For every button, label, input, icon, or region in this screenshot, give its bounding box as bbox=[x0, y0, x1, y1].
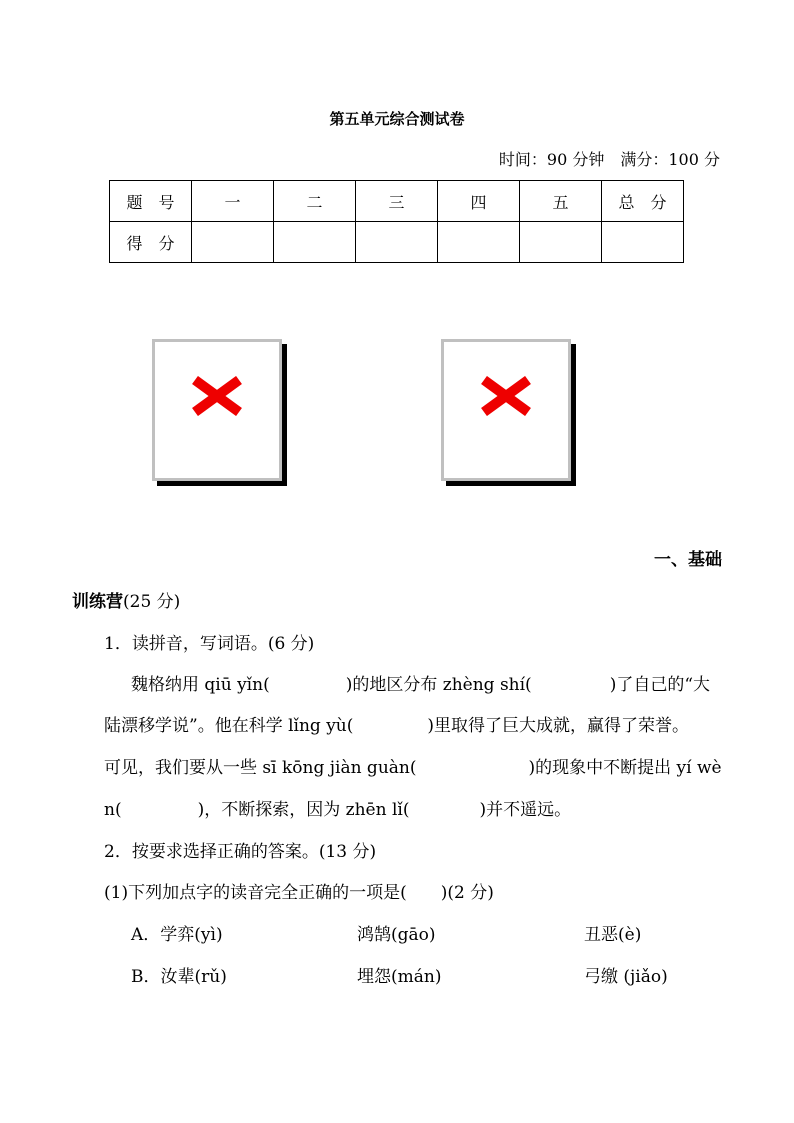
section-heading-continued bbox=[72, 587, 180, 612]
question-1-title: 1．读拼音，写词语。(6 分) bbox=[104, 634, 315, 654]
score-table-cell: 题 号 bbox=[110, 181, 192, 222]
time-info: 时间：90 分钟 满分：100 分 bbox=[498, 150, 720, 169]
broken-image-icon bbox=[189, 376, 245, 416]
question-text: )的地区分布 zhèng shí( bbox=[345, 675, 532, 695]
question-text: )里取得了巨大成就，赢得了荣誉。 bbox=[427, 716, 690, 736]
question-text: 陆漂移学说”。他在科学 lǐng yù( bbox=[104, 716, 354, 736]
broken-image-icon bbox=[478, 376, 534, 416]
question-1-line bbox=[104, 795, 571, 820]
question-text: )，不断探索，因为 zhēn lǐ( bbox=[197, 800, 410, 820]
option-b-label[interactable]: B．汝辈(rǔ) bbox=[131, 967, 227, 987]
section-score: (25 分) bbox=[123, 592, 181, 612]
question-1-line bbox=[104, 753, 722, 778]
score-input-cell[interactable] bbox=[356, 222, 438, 263]
score-table-cell: 二 bbox=[274, 181, 356, 222]
score-table-score-row bbox=[110, 222, 684, 263]
question-text: 魏格纳用 qiū yǐn( bbox=[131, 675, 270, 695]
page-title: 第五单元综合测试卷 bbox=[329, 110, 465, 128]
option-b-item: 弓缴 (jiǎo) bbox=[584, 967, 668, 987]
section-heading-text: 训练营 bbox=[72, 592, 123, 612]
question-2-subquestion: (1)下列加点字的读音完全正确的一项是( )(2 分) bbox=[104, 883, 494, 903]
option-b-item: 埋怨(mán) bbox=[357, 967, 442, 987]
question-text: )并不遥远。 bbox=[479, 800, 572, 820]
question-text: n( bbox=[104, 800, 122, 820]
section-heading: 一、基础 bbox=[654, 550, 722, 570]
option-a-item: 鸿鹄(gāo) bbox=[357, 925, 436, 945]
option-a-label[interactable]: A．学弈(yì) bbox=[131, 925, 223, 945]
score-table-cell: 三 bbox=[356, 181, 438, 222]
score-table-cell: 四 bbox=[438, 181, 520, 222]
score-table-cell: 一 bbox=[192, 181, 274, 222]
question-text: 可见，我们要从一些 sī kōng jiàn guàn( bbox=[104, 758, 417, 778]
score-input-cell[interactable] bbox=[192, 222, 274, 263]
score-table-cell: 总 分 bbox=[602, 181, 684, 222]
score-input-cell[interactable] bbox=[520, 222, 602, 263]
score-table bbox=[109, 180, 684, 263]
score-row-label: 得 分 bbox=[110, 222, 192, 263]
question-text: )的现象中不断提出 yí wè bbox=[528, 758, 722, 778]
score-input-cell[interactable] bbox=[602, 222, 684, 263]
broken-image-placeholder bbox=[441, 339, 571, 481]
question-text: )了自己的“大 bbox=[609, 675, 711, 695]
score-table-header-row bbox=[110, 181, 684, 222]
question-1-line bbox=[131, 670, 710, 695]
question-2-title: 2．按要求选择正确的答案。(13 分) bbox=[104, 842, 377, 862]
question-1-line bbox=[104, 711, 689, 736]
score-input-cell[interactable] bbox=[438, 222, 520, 263]
score-table-cell: 五 bbox=[520, 181, 602, 222]
score-input-cell[interactable] bbox=[274, 222, 356, 263]
broken-image-placeholder bbox=[152, 339, 282, 481]
option-a-item: 丑恶(è) bbox=[584, 925, 642, 945]
